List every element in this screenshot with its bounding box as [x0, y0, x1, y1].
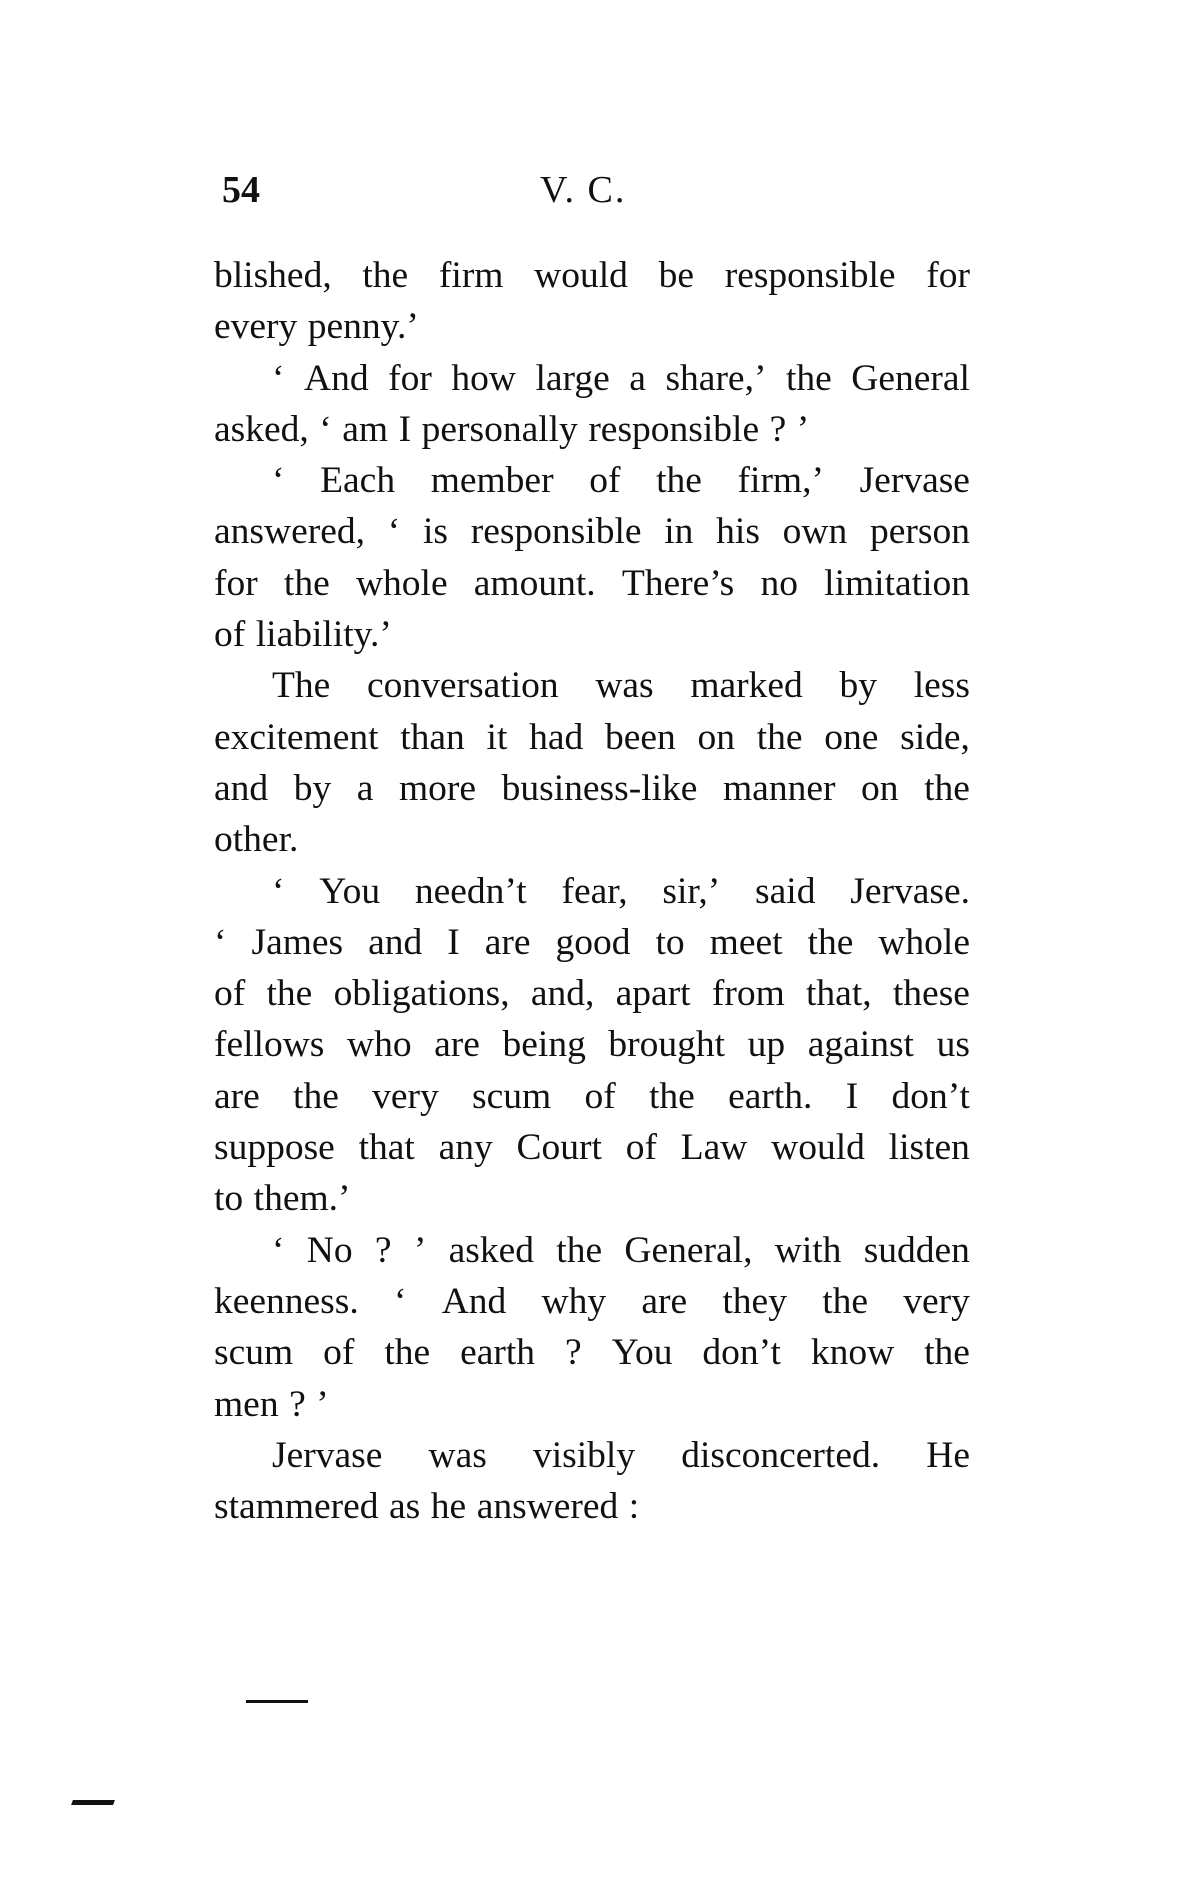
text-line: suppose that any Court of Law would listen: [214, 1127, 970, 1169]
text-line: ‘ You needn’t fear, sir,’ said Jervase.: [272, 870, 970, 912]
text-line: fellows who are being brought up against us: [214, 1024, 970, 1066]
text-line: keenness. ‘ And why are they the very: [214, 1280, 970, 1322]
text-line: asked, ‘ am I personally responsible ? ’: [214, 408, 810, 450]
body-text: [214, 250, 970, 1532]
text-line: ‘ Each member of the firm,’ Jervase: [272, 460, 970, 502]
text-line: of the obligations, and, apart from that, these: [214, 973, 970, 1015]
text-line: Jervase was visibly disconcerted. He: [272, 1434, 970, 1476]
page-number: 54: [222, 169, 260, 211]
text-line: other.: [214, 819, 299, 861]
text-line: scum of the earth ? You don’t know the: [214, 1332, 970, 1374]
printer-mark: [71, 1800, 115, 1805]
text-line: The conversation was marked by less: [272, 665, 970, 707]
text-line: answered, ‘ is responsible in his own person: [214, 511, 970, 553]
text-line: stammered as he answered :: [214, 1486, 640, 1528]
text-line: ‘ And for how large a share,’ the General: [272, 357, 970, 399]
text-line: excitement than it had been on the one side,: [214, 716, 970, 758]
text-line: to them.’: [214, 1178, 351, 1220]
running-head: V. C.: [540, 169, 627, 211]
text-line: ‘ No ? ’ asked the General, with sudden: [272, 1229, 970, 1271]
text-line: every penny.’: [214, 306, 419, 348]
text-line: men ? ’: [214, 1383, 329, 1425]
text-line: for the whole amount. There’s no limitation: [214, 562, 970, 604]
text-line: ‘ James and I are good to meet the whole: [214, 921, 970, 963]
page-header: [222, 168, 968, 228]
text-line: blished, the firm would be responsible for: [214, 255, 970, 296]
text-line: of liability.’: [214, 614, 392, 656]
text-line: and by a more business-like manner on the: [214, 767, 970, 809]
decorative-rule: [246, 1700, 308, 1703]
text-line: are the very scum of the earth. I don’t: [214, 1075, 970, 1117]
